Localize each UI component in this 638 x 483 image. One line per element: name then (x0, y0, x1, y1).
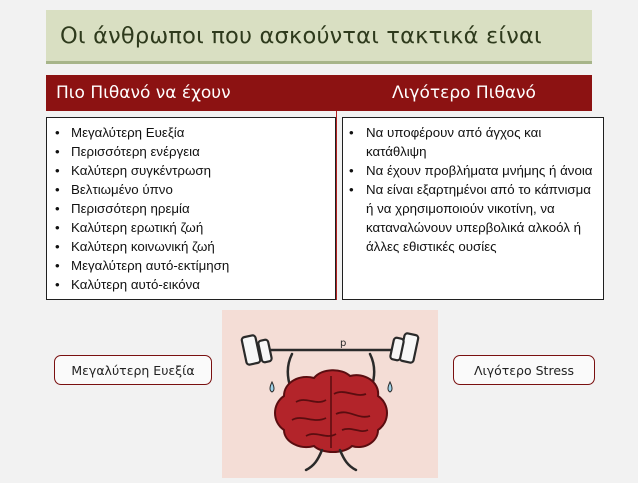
list-item-text: Μεγαλύτερη Ευεξία (71, 125, 185, 140)
list-item (55, 123, 331, 142)
greater-wellbeing-pill: Μεγαλύτερη Ευεξία (54, 355, 212, 385)
list-item-text: Καλύτερη συγκέντρωση (71, 163, 211, 178)
list-item-text: Καλύτερη κοινωνική ζωή (71, 239, 215, 254)
brain-legs (306, 450, 356, 470)
brain (275, 370, 387, 452)
list-item (55, 256, 331, 275)
bullet: • (55, 239, 60, 254)
list-item-text: Να υποφέρουν από άγχος και κατάθλιψη (366, 125, 542, 159)
list-item (349, 123, 599, 161)
svg-text:p: p (340, 338, 347, 349)
left-weight (241, 335, 272, 365)
list-item (55, 275, 331, 294)
brain-lifting-barbell-icon (222, 310, 438, 478)
more-likely-list (55, 123, 331, 294)
left-column-header: Πιο Πιθανό να έχουν (46, 75, 336, 111)
list-item-text: Καλύτερη αυτό-εικόνα (71, 277, 200, 292)
bullet: • (55, 277, 60, 292)
less-likely-list (349, 123, 599, 256)
column-divider (336, 111, 337, 300)
list-item (55, 180, 331, 199)
list-item-text: Περισσότερη ηρεμία (71, 201, 190, 216)
list-item-text: Να είναι εξαρτημένοι από το κάπνισμα ή να χρησιμοποιούν νικοτίνη, να καταναλώνουν υπερβολικά αλκοόλ ή άλλες εθιστικές ουσίες (366, 182, 591, 254)
right-column-header: Λιγότερο Πιθανό (336, 75, 592, 111)
list-item-text: Καλύτερη ερωτική ζωή (71, 220, 204, 235)
right-weight (390, 333, 419, 363)
bullet: • (55, 144, 60, 159)
bullet: • (349, 163, 354, 178)
list-item (55, 161, 331, 180)
list-item (55, 142, 331, 161)
bullet: • (55, 258, 60, 273)
bullet: • (55, 125, 60, 140)
list-item-text: Να έχουν προβλήματα μνήμης ή άνοια (366, 163, 593, 178)
bullet: • (55, 220, 60, 235)
page-title: Οι άνθρωποι που ασκούνται τακτικά είναι (60, 22, 542, 49)
more-likely-list-box (46, 117, 336, 300)
list-item-text: Μεγαλύτερη αυτό-εκτίμηση (71, 258, 230, 273)
list-item (349, 161, 599, 180)
bullet: • (349, 182, 354, 197)
title-bar (46, 10, 592, 64)
list-item (349, 180, 599, 256)
list-item (55, 199, 331, 218)
bullet: • (55, 182, 60, 197)
bullet: • (55, 201, 60, 216)
bullet: • (55, 163, 60, 178)
bullet: • (349, 125, 354, 140)
less-stress-pill: Λιγότερο Stress (453, 355, 595, 385)
list-item (55, 218, 331, 237)
brain-lifting-barbell-illustration (222, 310, 438, 478)
list-item (55, 237, 331, 256)
list-item-text: Περισσότερη ενέργεια (71, 144, 200, 159)
list-item-text: Βελτιωμένο ύπνο (71, 182, 173, 197)
less-likely-list-box (342, 117, 604, 300)
